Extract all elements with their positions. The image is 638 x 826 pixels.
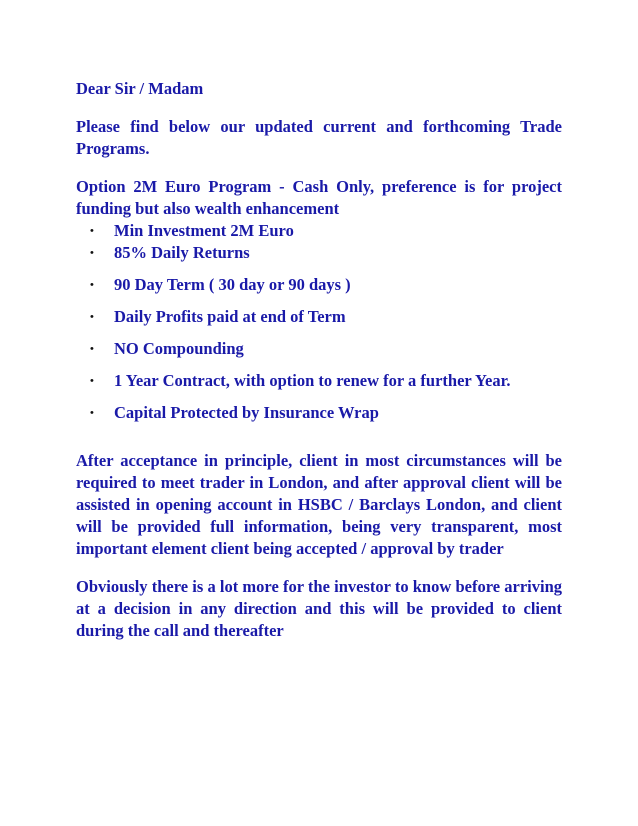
closing-paragraph: Obviously there is a lot more for the investor to know before arriving at a decision in any direction and this will be provided to client during the call and thereafter bbox=[76, 577, 562, 640]
list-item bbox=[76, 338, 562, 360]
letter-body bbox=[76, 78, 562, 642]
option-heading: Option 2M Euro Program - Cash Only, preference is for project funding but also wealth enhancement bbox=[76, 177, 562, 218]
list-item bbox=[76, 242, 562, 264]
list-item-text: Capital Protected by Insurance Wrap bbox=[114, 403, 379, 422]
bullet-icon: • bbox=[90, 311, 94, 323]
bullet-icon: • bbox=[90, 225, 94, 237]
bullet-icon: • bbox=[90, 247, 94, 259]
list-item bbox=[76, 402, 562, 424]
list-item-text: 90 Day Term ( 30 day or 90 days ) bbox=[114, 275, 351, 294]
list-item-text: NO Compounding bbox=[114, 339, 244, 358]
bullet-icon: • bbox=[90, 407, 94, 419]
list-item-text: 1 Year Contract, with option to renew for a further Year. bbox=[114, 371, 511, 390]
list-item bbox=[76, 220, 562, 242]
bullet-icon: • bbox=[90, 279, 94, 291]
list-item-text: Min Investment 2M Euro bbox=[114, 221, 294, 240]
list-item-text: 85% Daily Returns bbox=[114, 243, 250, 262]
list-item bbox=[76, 306, 562, 328]
list-item-text: Daily Profits paid at end of Term bbox=[114, 307, 346, 326]
list-item bbox=[76, 274, 562, 296]
intro-paragraph: Please find below our updated current and forthcoming Trade Programs. bbox=[76, 117, 562, 158]
list-item bbox=[76, 370, 562, 392]
bullet-icon: • bbox=[90, 343, 94, 355]
acceptance-paragraph: After acceptance in principle, client in most circumstances will be required to meet trader in London, and after approval client will be assisted in opening account in HSBC / Barclays London, and client will be provided full information, being very transparent, most important element client being accepted / approval by trader bbox=[76, 451, 562, 558]
bullet-icon: • bbox=[90, 375, 94, 387]
salutation: Dear Sir / Madam bbox=[76, 79, 204, 98]
program-terms-list bbox=[76, 220, 562, 424]
